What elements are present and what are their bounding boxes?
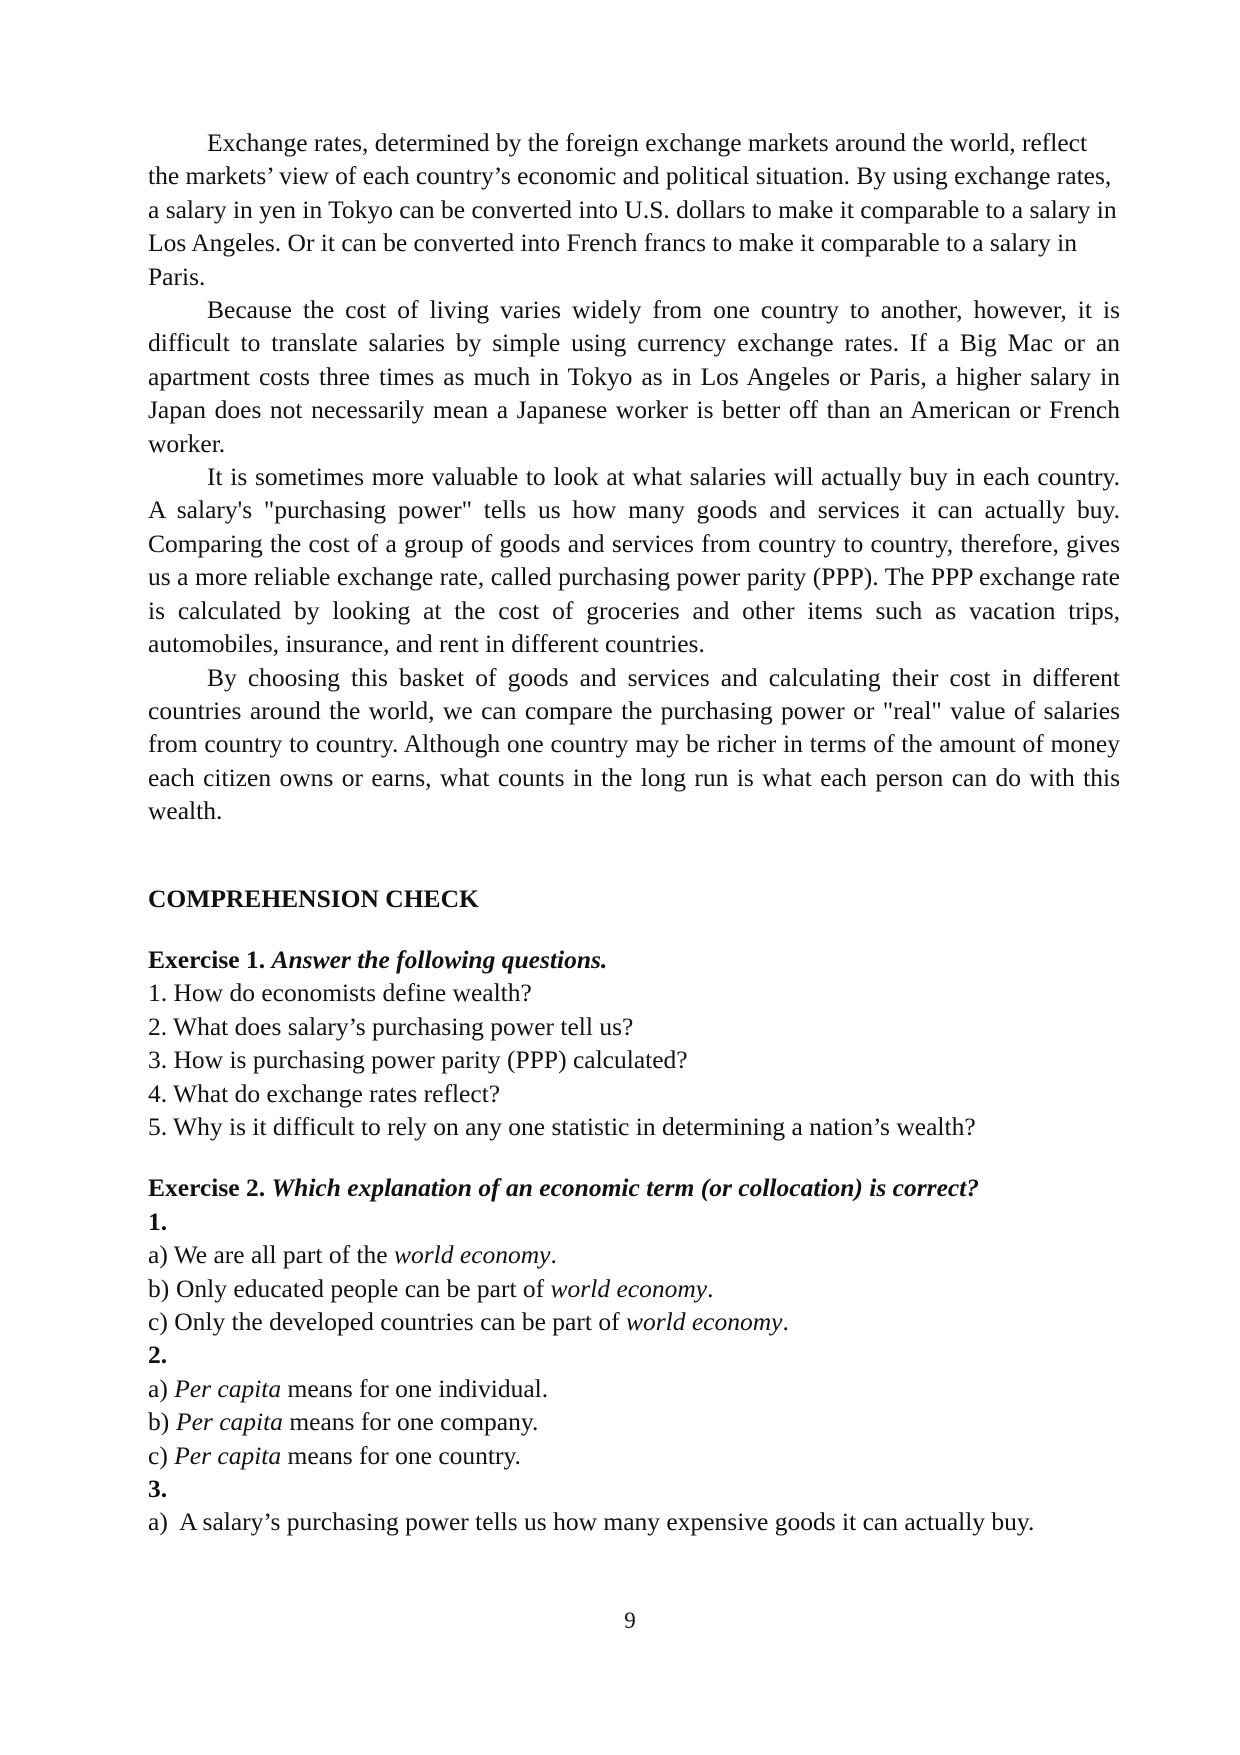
item-1-option-b (148, 1272, 1120, 1305)
page-number: 9 (624, 1608, 636, 1633)
section-heading: COMPREHENSION CHECK (148, 883, 479, 913)
option-letter: a) (148, 1507, 168, 1537)
item-3-option-a (148, 1505, 1120, 1538)
option-text: Only educated people can be part of (176, 1273, 545, 1303)
exercise-1-instruction: Answer the following questions. (271, 944, 608, 974)
item-3-number: 3. (148, 1474, 168, 1504)
exercise-1-questions (148, 976, 1120, 1143)
option-text: We are all part of the (173, 1240, 388, 1270)
option-letter: b) (148, 1407, 170, 1437)
item-1-option-c (148, 1305, 1120, 1338)
option-tail: . (550, 1240, 557, 1270)
question-2: 2. What does salary’s purchasing power tell us? (148, 1011, 634, 1041)
exercise-2-title (148, 1171, 1120, 1204)
question-3: 3. How is purchasing power parity (PPP) calculated? (148, 1045, 688, 1075)
paragraph-purchasing-power: It is sometimes more valuable to look at what salaries will actually buy in each country. A salary's "purchasing power" tells us how many goods and services it can actually buy. Comparing the cost of a group of goods and services from country to country, therefore, gives us a more reliable exchange rate, called purchasing power parity (PPP). The PPP exchange rate is calculated by looking at the cost of groceries and other items such as vacation trips, automobiles, insurance, and rent in different countries. (148, 462, 1120, 659)
document-body (148, 126, 1120, 1539)
option-term: Per capita (174, 1373, 282, 1403)
paragraph-cost-of-living: Because the cost of living varies widely from one country to another, however, it is difficult to translate salaries by simple using currency exchange rates. If a Big Mac or an apartment costs three times as much in Tokyo as in Los Angeles or Paris, a higher salary in Japan does not necessarily mean a Japanese worker is better off than an American or French worker. (148, 295, 1120, 458)
option-text: A salary’s purchasing power tells us how many expensive goods it can actually buy. (179, 1507, 1035, 1537)
item-2-number: 2. (148, 1340, 168, 1370)
option-letter: c) (148, 1440, 168, 1470)
question-4: 4. What do exchange rates reflect? (148, 1078, 501, 1108)
exercise-1-title (148, 943, 1120, 976)
option-tail: . (782, 1307, 789, 1336)
option-letter: a) (148, 1240, 168, 1270)
question-1: 1. How do economists define wealth? (148, 978, 532, 1008)
option-letter: a) (148, 1373, 168, 1403)
option-term: Per capita (176, 1407, 283, 1437)
option-term: world economy (550, 1273, 708, 1303)
item-2-option-b (148, 1405, 1120, 1438)
exercise-1-label: Exercise 1. (148, 944, 266, 974)
item-1-option-a (148, 1238, 1120, 1271)
item-2-option-a (148, 1372, 1120, 1405)
option-text: Only the developed countries can be part of (174, 1307, 620, 1336)
option-term: world economy (393, 1240, 551, 1270)
paragraph-basket-of-goods: By choosing this basket of goods and services and calculating their cost in different countries around the world, we can compare the purchasing power or "real" value of salaries from country to country. Although one country may be richer in terms of the amount of money each citizen owns or earns, what counts in the long run is what each person can do with this wealth. (148, 662, 1120, 826)
option-letter: b) (148, 1273, 170, 1303)
option-term: world economy (625, 1307, 783, 1336)
question-5: 5. Why is it difficult to rely on any one statistic in determining a nation’s wealth? (148, 1111, 976, 1141)
item-1-number: 1. (148, 1206, 168, 1236)
paragraph-exchange-rates: Exchange rates, determined by the foreign exchange markets around the world, reflect the markets’ view of each country’s economic and political situation. By using exchange rates, a salary in yen in Tokyo can be converted into U.S. dollars to make it comparable to a salary in Los Angeles. Or it can be converted into French francs to make it comparable to a salary in Paris. (148, 128, 1117, 291)
option-letter: c) (148, 1307, 168, 1336)
option-text: means for one company. (289, 1407, 539, 1437)
option-tail: . (707, 1273, 714, 1303)
exercise-2-label: Exercise 2. (148, 1173, 266, 1203)
option-term: Per capita (174, 1440, 282, 1470)
exercise-2-instruction: Which explanation of an economic term (or collocation) is correct? (271, 1173, 980, 1203)
item-2-option-c (148, 1439, 1120, 1472)
option-text: means for one country. (287, 1440, 521, 1470)
option-text: means for one individual. (287, 1373, 549, 1403)
